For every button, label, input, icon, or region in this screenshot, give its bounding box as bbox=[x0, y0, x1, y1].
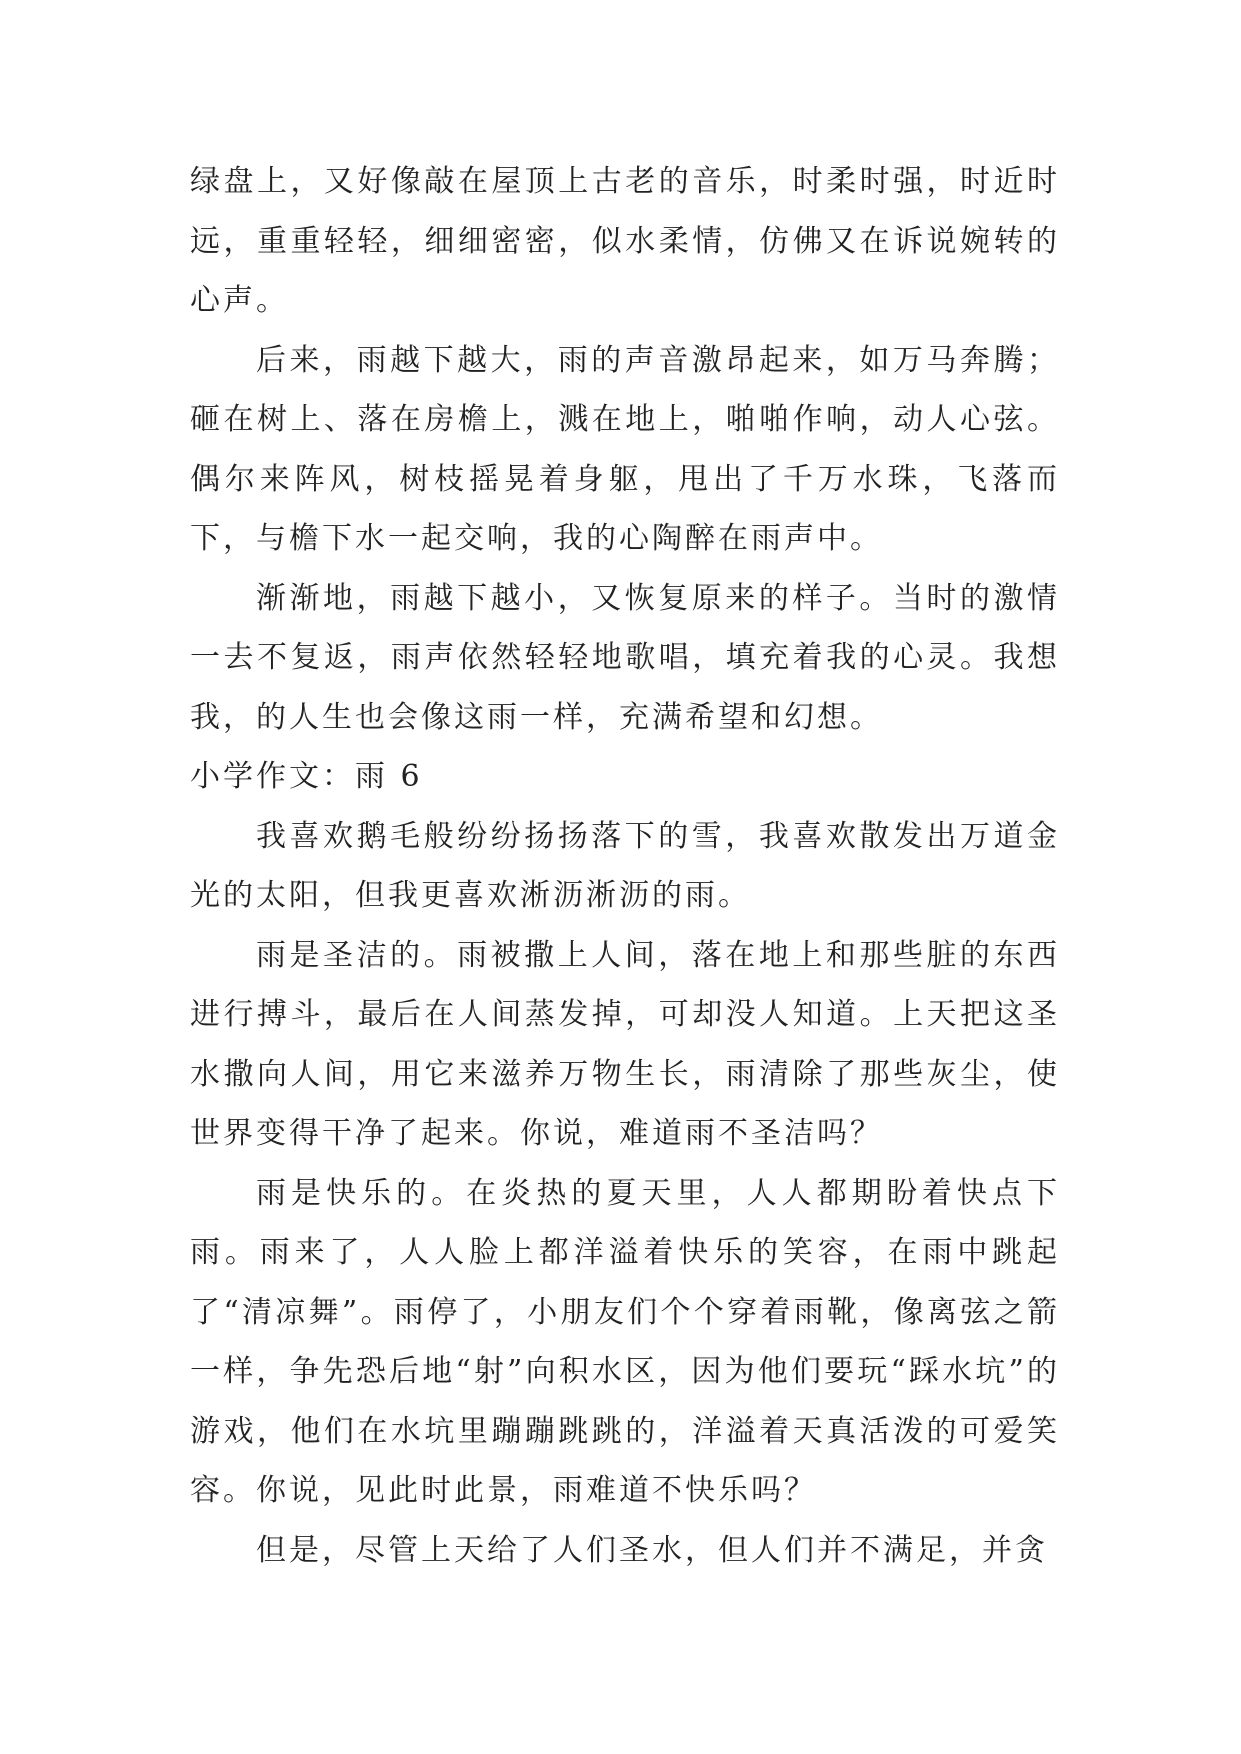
paragraph-3: 渐渐地，雨越下越小，又恢复原来的样子。当时的激情一去不复返，雨声依然轻轻地歌唱，填充着我的心灵。我想我，的人生也会像这雨一样，充满希望和幻想。 bbox=[190, 580, 1060, 735]
paragraph-5: 雨是圣洁的。雨被撒上人间，落在地上和那些脏的东西进行搏斗，最后在人间蒸发掉，可却没人知道。上天把这圣水撒向人间，用它来滋养万物生长，雨清除了那些灰尘，使世界变得干净了起来。你说，难道雨不圣洁吗？ bbox=[190, 937, 1060, 1151]
document-body bbox=[190, 152, 1060, 1580]
paragraph-4: 我喜欢鹅毛般纷纷扬扬落下的雪，我喜欢散发出万道金光的太阳，但我更喜欢淅沥淅沥的雨。 bbox=[190, 818, 1060, 913]
section-heading: 小学作文：雨 6 bbox=[190, 759, 423, 794]
paragraph-1: 绿盘上，又好像敲在屋顶上古老的音乐，时柔时强，时近时远，重重轻轻，细细密密，似水柔情，仿佛又在诉说婉转的心声。 bbox=[190, 164, 1060, 318]
paragraph-7: 但是，尽管上天给了人们圣水，但人们并不满足，并贪 bbox=[256, 1532, 1048, 1568]
paragraph-2: 后来，雨越下越大，雨的声音激昂起来，如万马奔腾；砸在树上、落在房檐上，溅在地上，啪啪作响，动人心弦。偶尔来阵风，树枝摇晃着身躯，甩出了千万水珠，飞落而下，与檐下水一起交响，我的心陶醉在雨声中。 bbox=[190, 342, 1060, 556]
paragraph-6: 雨是快乐的。在炎热的夏天里，人人都期盼着快点下雨。雨来了，人人脸上都洋溢着快乐的笑容，在雨中跳起了“清凉舞”。雨停了，小朋友们个个穿着雨靴，像离弦之箭一样，争先恐后地“射”向积水区，因为他们要玩“踩水坑”的游戏，他们在水坑里蹦蹦跳跳的，洋溢着天真活泼的可爱笑容。你说，见此时此景，雨难道不快乐吗？ bbox=[190, 1175, 1060, 1508]
